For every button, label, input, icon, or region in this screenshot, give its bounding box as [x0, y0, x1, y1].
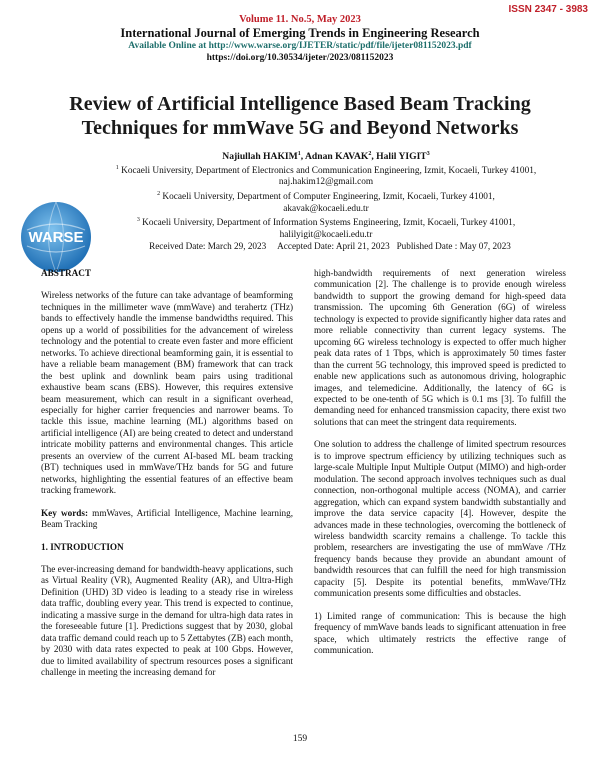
email: akavak@kocaeli.edu.tr [283, 203, 369, 214]
online-link[interactable]: Available Online at http://www.warse.org/IJETER/static/pdf/file/ijeter081152023.pdf [128, 41, 472, 51]
author-sup: 3 [426, 151, 430, 157]
page-number: 159 [292, 734, 308, 744]
doi-link[interactable]: https://doi.org/10.30534/ijeter/2023/081152023 [206, 53, 394, 63]
introduction-text: The ever-increasing demand for bandwidth-heavy applications, such as Virtual Reality (VR), Augmented Reality (AR), and Ultra-High Definition (UHD) 3D video is leading to a steady rise in wireless data traffic, doubling every year. This trend is expected to continue, indicating a massive surge in the demand for ultra-high data rates in the foreseeable future [1]. Predictions suggest that by 2030, global data traffic demand could reach up to 5 Zettabytes (ZB) each month, by 2030 with data rates expected to peak at 100 Gbps. However, due to limited availability of spectrum resources poses a significant challenge in meeting the increasing demand for [41, 563, 293, 678]
logo-text: WARSE [28, 229, 84, 246]
affil-text: Kocaeli University, Department of Computer Engineering, Izmit, Kocaeli, Turkey 41001, [160, 192, 495, 203]
author-sup: 2 [368, 151, 372, 157]
abstract-heading: ABSTRACT [41, 268, 92, 278]
journal-name: International Journal of Emerging Trends in Engineering Research [120, 26, 480, 40]
email: naj.hakim12@gmail.com [278, 177, 374, 188]
title-line: Review of Artificial Intelligence Based Beam Tracking [69, 93, 531, 115]
warse-logo-icon [19, 200, 93, 274]
affil-sup: 2 [157, 191, 161, 198]
introduction-heading: 1. INTRODUCTION [41, 541, 124, 552]
title-line: Techniques for mmWave 5G and Beyond Networks [81, 117, 519, 139]
paragraph: One solution to address the challenge of limited spectrum resources is to improve spectrum efficiency by utilizing techniques such as large-scale Multiple Input Multiple Output (MIMO) and high-order modulation. The second approach involves techniques such as dual connection, non-orthogonal multiple access (NOMA), and carrier aggregation, which can expand system bandwidth substantially and improve the data service capacity [4]. However, despite the advances made in these technologies, overcoming the bottleneck of wireless bandwidth scarcity remains a challenge. To tackle this problem, researchers are investigating the use of mmWave /THz frequency bands because they provide an abundant amount of bandwidth resources that can fulfill the need for high transmission capacity [5]. Despite its potential benefits, mmWave/THz communication presents some difficulties and obstacles. [314, 439, 566, 599]
author-name: Najiullah HAKIM [222, 151, 298, 163]
affil-text: Kocaeli University, Department of Information Systems Engineering, Izmit, Kocaeli, Turkey 41001, [139, 218, 516, 229]
keywords [41, 508, 293, 531]
journal-header [0, 14, 600, 64]
author-list: Najiullah HAKIM$^1$, Adnan KAVAK$^2$, Halil YIGIT$^3$ [222, 151, 430, 163]
paper-title [30, 92, 570, 140]
issn-label: ISSN 2347 - 3983 [508, 4, 588, 15]
affiliation [96, 163, 556, 178]
email: halilyigit@kocaeli.edu.tr [279, 230, 373, 241]
paragraph: 1) Limited range of communication: This is because the high frequency of mmWave bands leads to significant attenuation in free space, which ultimately restricts the effective range of communication. [314, 610, 566, 656]
affiliation [96, 189, 556, 204]
author-sup: 1 [297, 151, 301, 157]
keywords-text: mmWaves, Artificial Intelligence, Machine learning, Beam Tracking [41, 507, 294, 530]
author-name: Halil YIGIT [376, 151, 427, 163]
left-column [41, 268, 293, 690]
paragraph: high-bandwidth requirements of next generation wireless communication [2]. The challenge is to provide enough wireless bandwidth to support the growing demand for high-speed data transmission. The upcoming 6th Generation (6G) of wireless technology is expected to provide significantly higher data rates and more reliable connectivity than current legacy systems. The upcoming 6G wireless technology is expected to offer much higher peak data rates of 1 Tbps, which is approximately 50 times faster than the current 5G technology, this improved speed is predicted to enable new applications such as autonomous driving, holographic images, and telemedicine. Additionally, the latency of 6G is expected to be one-tenth of 5G which is 0.1 ms [3]. To fulfill the demanding need for enhanced transmission capacity, there exist two solutions that can meet the stringent data requirements. [314, 268, 566, 427]
publication-dates: Received Date: March 29, 2023 Accepted Date: April 21, 2023 Published Date : May 07, 2023 [149, 241, 511, 251]
abstract-text: Wireless networks of the future can take advantage of beamforming techniques in the millimeter wave (mmWave) and terahertz (THz) bands to effectively handle the immense bandwidths required. This opens up a world of possibilities for the advancement of wireless technology and the potential to create even faster and more efficient networks. To achieve directional beamforming gain, it is essential to have a reliable beam management (BM) framework that can track the best uplink and downlink beam pairs using traditional exhaustive beam scans (EBS). However, this requires extensive beam measurement, which can result in a significant overhead, especially for higher carrier frequencies and narrower beams. To tackle this issue, machine learning (ML) algorithms based on artificial intelligence (AI) are being created to detect and understand intricate mobility patterns and environmental changes. This article presents an overview of the current AI-based ML beam tracking (BT) techniques used in mmWave/THz bands for 5G and future networks, highlighting the essential features of an effective beam tracking framework. [41, 290, 293, 496]
author-name: Adnan KAVAK [304, 151, 369, 163]
right-column [314, 268, 566, 668]
volume-info: Volume 11. No.5, May 2023 [239, 14, 361, 25]
affil-text: Kocaeli University, Department of Electronics and Communication Engineering, Izmit, Kocaeli, Turkey 41001, [118, 165, 537, 176]
affil-sup: 3 [136, 217, 140, 224]
affil-sup: 1 [115, 164, 119, 171]
author-block [96, 149, 556, 242]
keywords-label: Key words: [41, 507, 89, 518]
affiliation [96, 215, 556, 230]
